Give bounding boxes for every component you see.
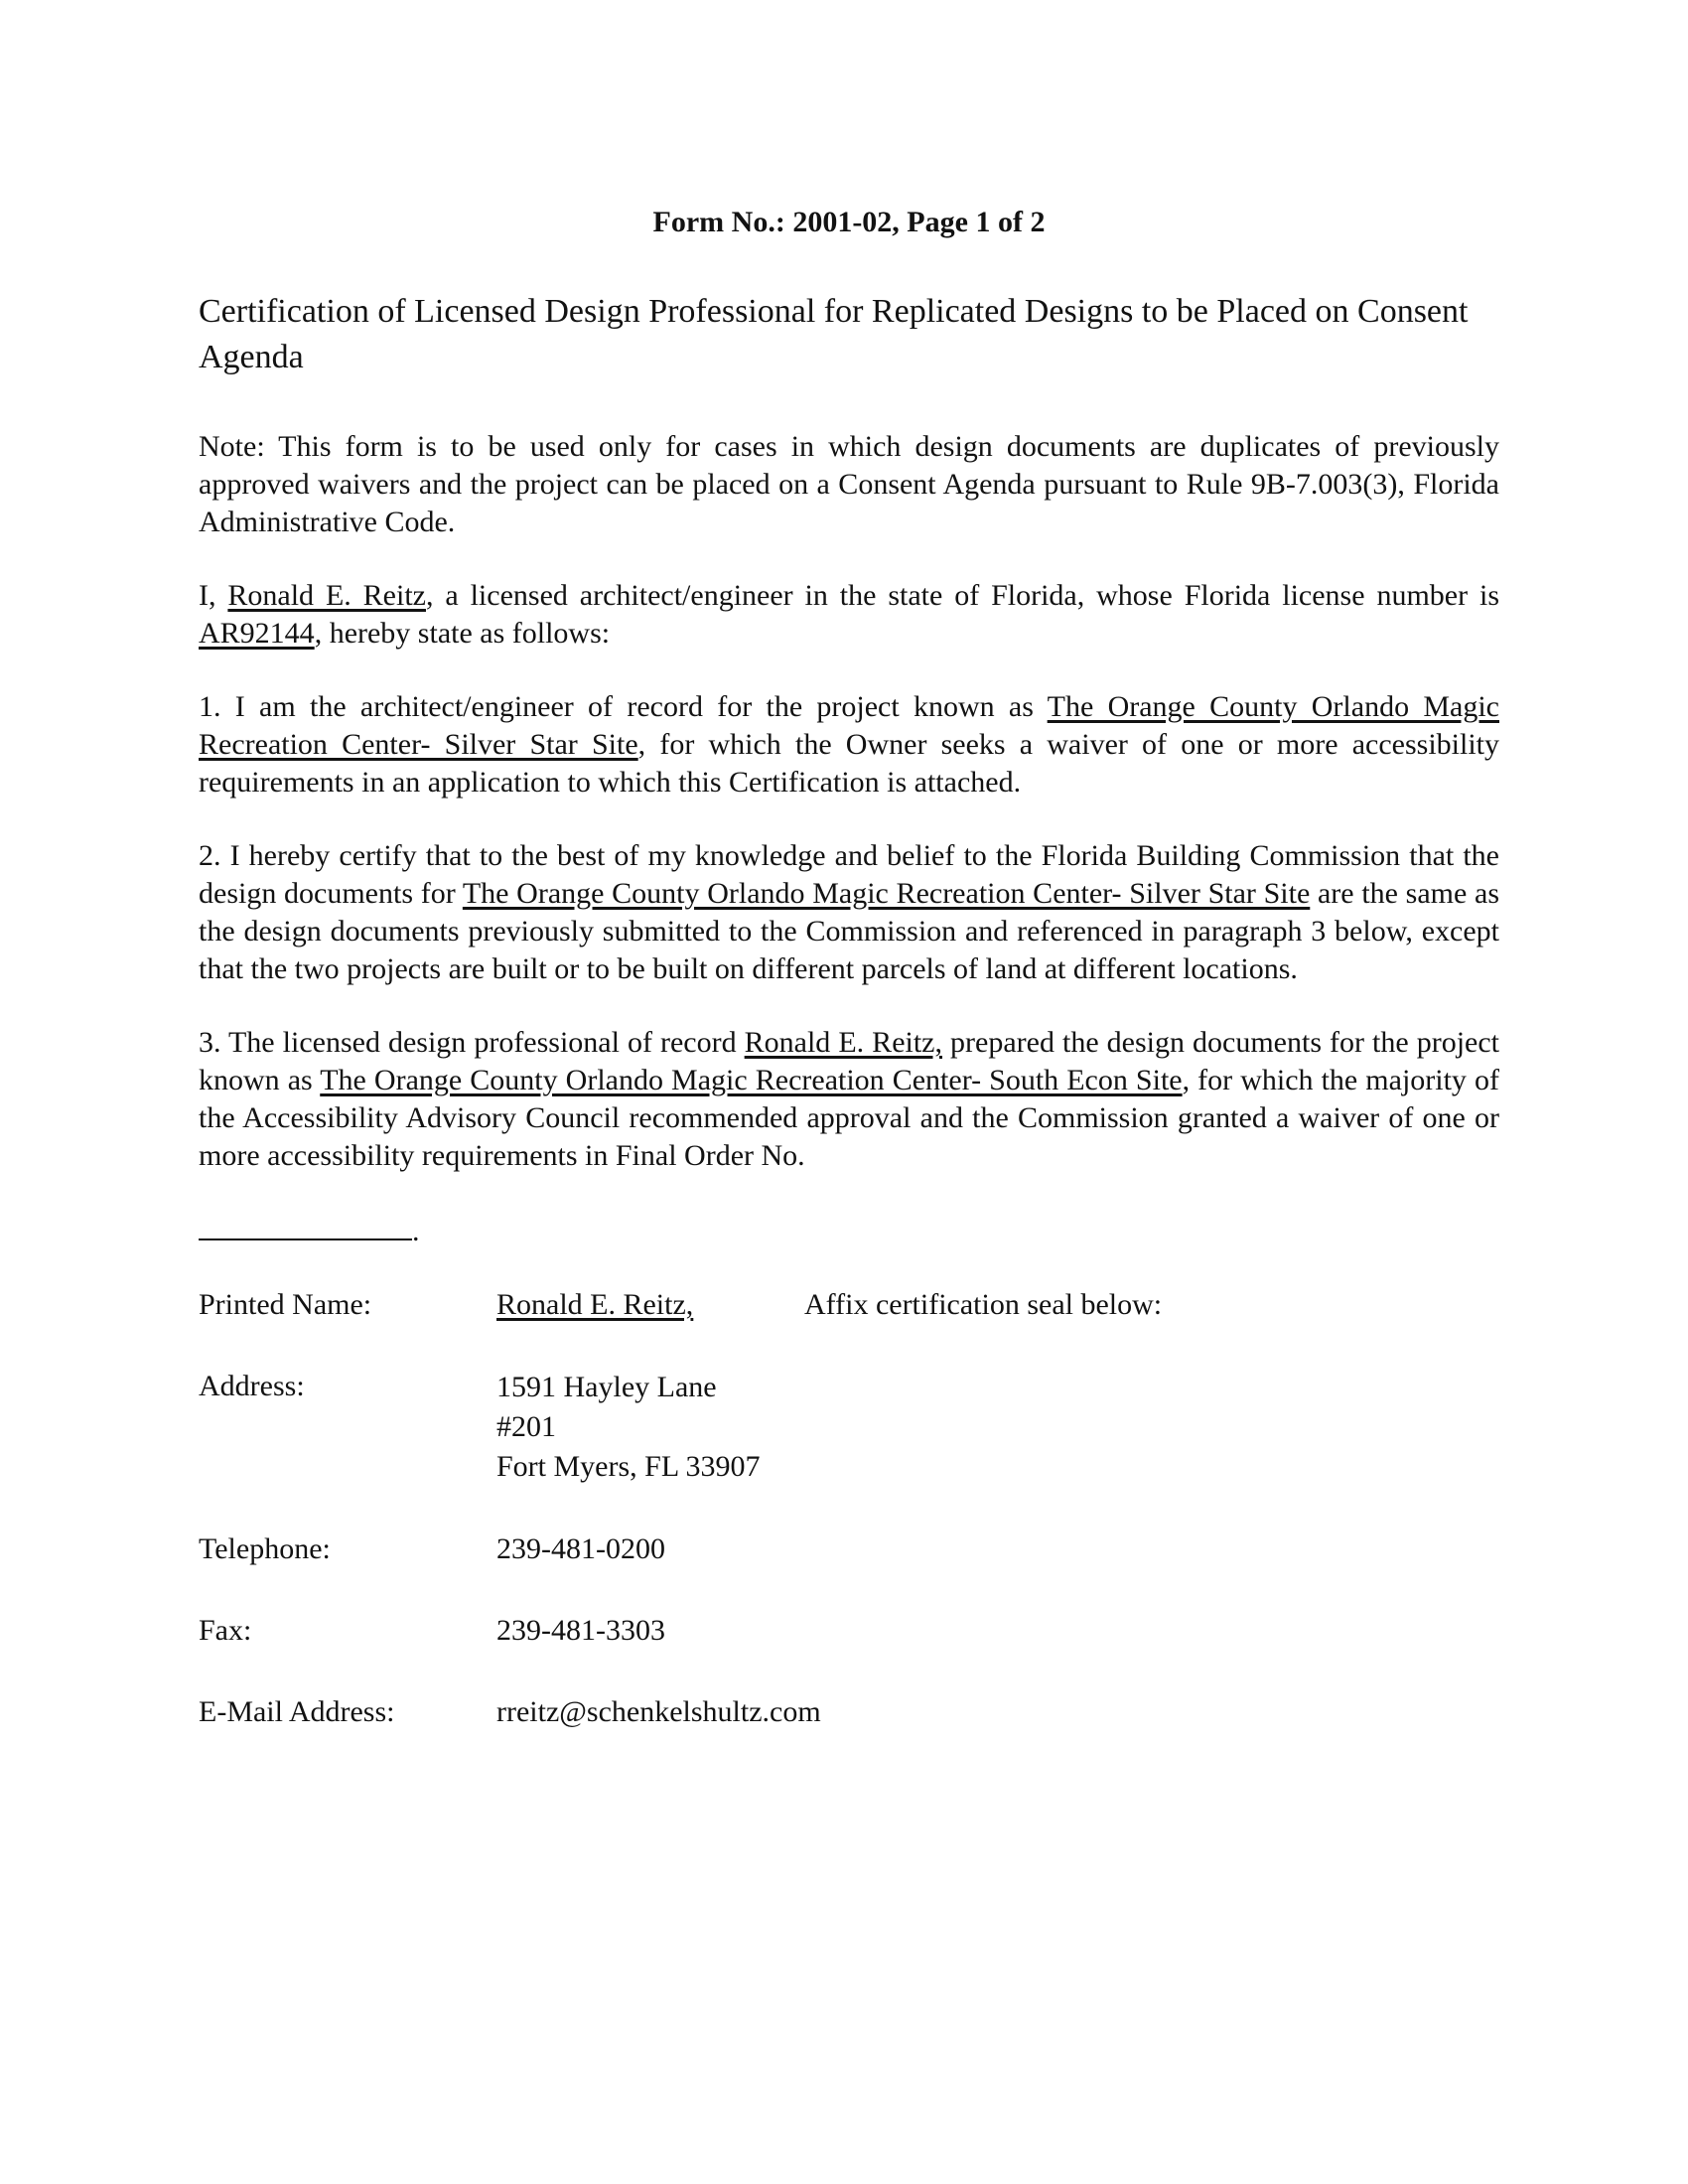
- seal-instruction: Affix certification seal below:: [804, 1288, 1163, 1321]
- statement-1-post: , for which the Owner seeks a waiver of one or more accessibility requirements in an application to which this Certification is attached.: [199, 728, 1499, 799]
- statement-1: [199, 688, 1499, 801]
- statement-1-pre: 1. I am the architect/engineer of record for the project known as: [199, 690, 1048, 723]
- intro-pre-text: I,: [199, 579, 228, 612]
- statement-3-mid: prepared the design documents for the project known as: [199, 1026, 1499, 1096]
- telephone-label: Telephone:: [199, 1532, 331, 1565]
- statement-2-project-name: The Orange County Orlando Magic Recreation Center- Silver Star Site: [462, 877, 1311, 910]
- printed-name-value: Ronald E. Reitz,: [496, 1288, 694, 1321]
- printed-name-row: [199, 1286, 1499, 1324]
- statement-2-post: are the same as the design documents previously submitted to the Commission and referenced in paragraph 3 below, except that the two projects are built or to be built on different parcels of land at different locations.: [199, 877, 1499, 985]
- address-row: [199, 1368, 1499, 1487]
- fax-value: 239-481-3303: [496, 1614, 665, 1647]
- email-value: rreitz@schenkelshultz.com: [496, 1695, 821, 1728]
- address-line-1: 1591 Hayley Lane: [496, 1371, 717, 1403]
- license-number: AR92144: [199, 617, 315, 650]
- email-label: E-Mail Address:: [199, 1695, 395, 1728]
- fax-row: [199, 1612, 1499, 1650]
- statement-3: [199, 1024, 1499, 1175]
- note-paragraph: Note: This form is to be used only for cases in which design documents are duplicates of previously approved waivers and the project can be placed on a Consent Agenda pursuant to Rule 9B-7.003(3), Florida Administrative Code.: [199, 430, 1499, 538]
- printed-name-value-cell: [496, 1286, 804, 1324]
- email-row: [199, 1693, 1499, 1731]
- printed-name-label: Printed Name:: [199, 1288, 372, 1321]
- intro-paragraph: [199, 577, 1499, 653]
- address-label: Address:: [199, 1370, 305, 1402]
- final-order-blank: [199, 1211, 412, 1240]
- address-value-cell: [496, 1368, 804, 1487]
- address-line-2: #201: [496, 1410, 556, 1443]
- licensee-name: Ronald E. Reitz: [227, 579, 426, 612]
- intro-mid-text: , a licensed architect/engineer in the state of Florida, whose Florida license number is: [425, 579, 1499, 612]
- statement-3-professional-name: Ronald E. Reitz,: [744, 1026, 942, 1059]
- final-order-line: [199, 1211, 1499, 1250]
- document-title: Certification of Licensed Design Professional for Replicated Designs to be Placed on Consent Agenda: [199, 293, 1469, 375]
- fax-label: Fax:: [199, 1614, 252, 1647]
- contact-fields: [199, 1286, 1499, 1731]
- statement-3-project-name: The Orange County Orlando Magic Recreation Center- South Econ Site: [320, 1064, 1183, 1096]
- telephone-value: 239-481-0200: [496, 1532, 665, 1565]
- statement-2-pre: 2. I hereby certify that to the best of my knowledge and belief to the Florida Building Commission that the design documents for: [199, 839, 1499, 910]
- statement-3-post: , for which the majority of the Accessibility Advisory Council recommended approval and the Commission granted a waiver of one or more accessibility requirements in Final Order No.: [199, 1064, 1499, 1172]
- telephone-row: [199, 1530, 1499, 1568]
- statement-1-project-name: The Orange County Orlando Magic Recreation Center- Silver Star Site: [199, 690, 1499, 761]
- statement-2: [199, 837, 1499, 988]
- intro-post-text: , hereby state as follows:: [314, 617, 611, 650]
- address-line-3: Fort Myers, FL 33907: [496, 1450, 761, 1483]
- final-order-period: .: [412, 1215, 420, 1247]
- statement-3-pre: 3. The licensed design professional of record: [199, 1026, 745, 1059]
- form-number-header: Form No.: 2001-02, Page 1 of 2: [652, 206, 1046, 238]
